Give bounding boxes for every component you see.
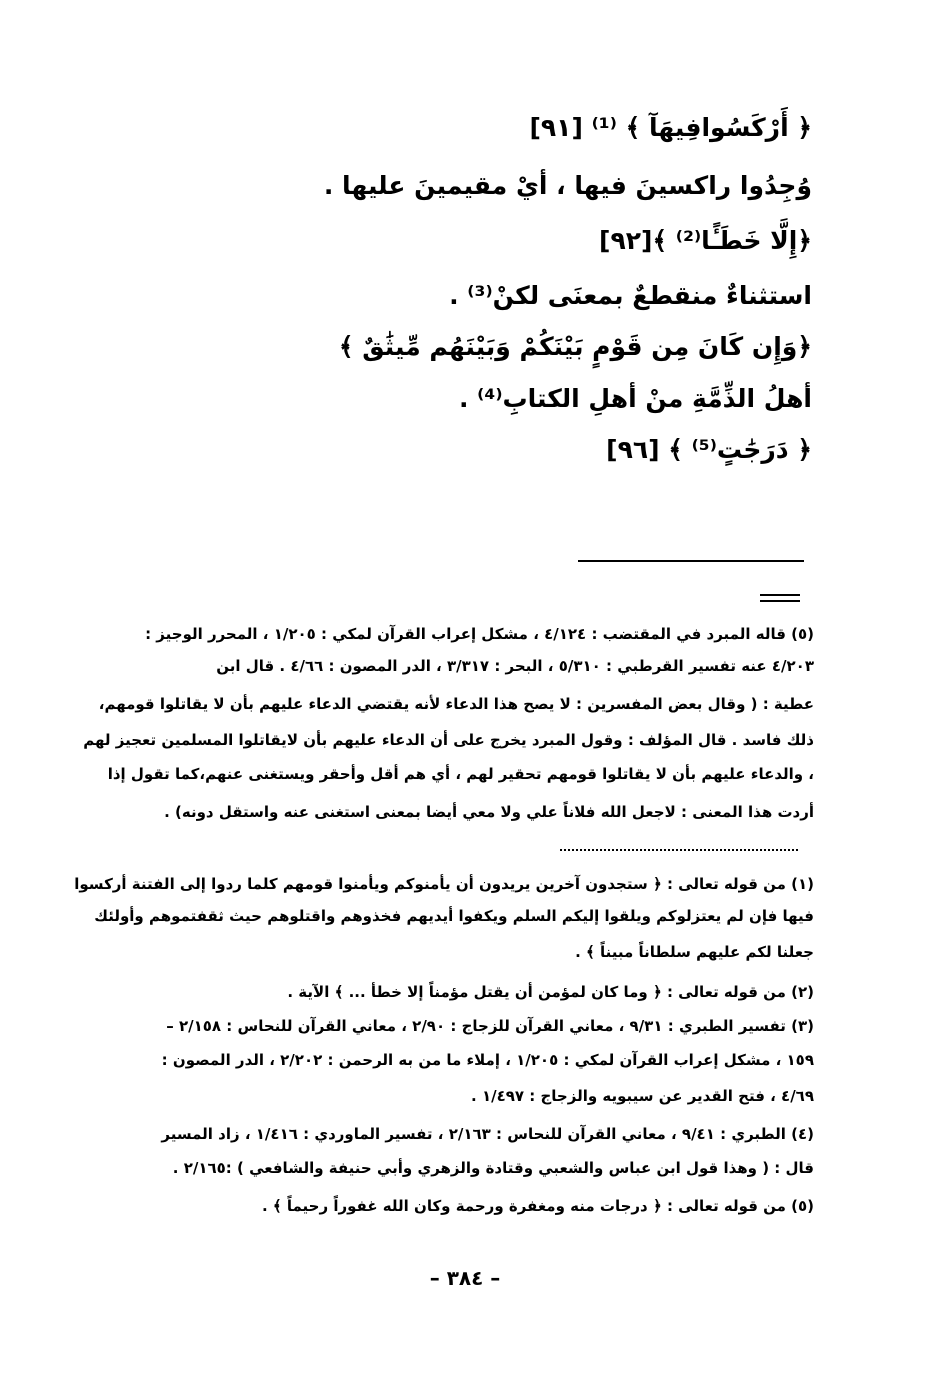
footnote-2: (٢) من قوله تعالى : ﴿ وما كان لمؤمن أن يقتل مؤمناً إلا خطأ ... ﴾ الآية . <box>287 983 814 1001</box>
footnote-3: (٣) تفسير الطبري : ٩/٣١ ، معاني القرآن للزجاج : ٢/٩٠ ، معاني القرآن للنحاس : ٢/١٥٨ – <box>166 1017 814 1035</box>
footnote-3-cont: ٤/٦٩ ، فتح القدير عن سيبويه والزجاج : ١/٤٩٧ . <box>471 1087 814 1105</box>
verse-line-92: ﴿إِلَّا خَطَـًٔا⁽²⁾ ﴾[٩٢] <box>599 226 812 255</box>
continued-footnote-line: ٤/٢٠٣ عنه تفسير القرطبي : ٥/٣١٠ ، البحر : ٣/٣١٧ ، الدر المصون : ٤/٦٦ . قال ابن <box>216 657 814 675</box>
explanation-line-mithaq: أهلُ الذِّمَّةِ منْ أهلِ الكتابِ⁽⁴⁾ . <box>458 384 812 413</box>
continuation-mark-top <box>760 594 800 596</box>
footnote-separator <box>578 560 804 562</box>
explanation-line-92: استثناءٌ منقطعٌ بمعنَى لكنْ⁽³⁾ . <box>449 281 812 310</box>
footnote-4: (٤) الطبري : ٩/٤١ ، معاني القرآن للنحاس : ٢/١٦٣ ، تفسير الماوردي : ١/٤١٦ ، زاد المسير <box>161 1125 814 1143</box>
continued-footnote-line: ذلك فاسد . قال المؤلف : وقول المبرد يخرج على أن الدعاء عليهم بأن لايقاتلوا المسلمين تعجيز لهم <box>83 731 814 749</box>
dotted-separator <box>560 849 798 851</box>
explanation-line-91: وُجِدُوا راكسينَ فيها ، أيْ مقيمينَ عليها . <box>323 171 812 200</box>
footnote-1-cont: فيها فإن لم يعتزلوكم ويلقوا إليكم السلم ويكفوا أيديهم فخذوهم واقتلوهم حيث ثقفتموهم وأولئك <box>94 907 814 925</box>
continued-footnote-line: ، والدعاء عليهم بأن لا يقاتلوا قومهم تحقير لهم ، أي هم أقل وأحقر ويستغنى عنهم،كما تقول إذا <box>107 765 814 783</box>
continued-footnote-line: عطية : ( وقال بعض المفسرين : لا يصح هذا الدعاء لأنه يقتضي الدعاء عليهم بأن لا يقاتلوا قومهم، <box>98 695 814 713</box>
continuation-mark-bottom <box>760 600 800 602</box>
footnote-3-cont: ١٥٩ ، مشكل إعراب القرآن لمكي : ١/٢٠٥ ، إملاء ما من به الرحمن : ٢/٢٠٢ ، الدر المصون : <box>161 1051 814 1069</box>
verse-line-mithaq: ﴿وَإِن كَانَ مِن قَوْمٍ بَيْنَكُمْ وَبَيْنَهُم مِّيثَٰقٌ ﴾ <box>338 332 812 361</box>
footnote-1: (١) من قوله تعالى : ﴿ ستجدون آخرين يريدون أن يأمنوكم ويأمنوا قومهم كلما ردوا إلى الفتنة أركسوا <box>74 875 814 893</box>
footnote-4-cont: قال : ( وهذا قول ابن عباس والشعبي وقتادة والزهري وأبي حنيفة والشافعي ) :٢/١٦٥ . <box>172 1159 814 1177</box>
verse-line-91: ﴿ أَرْكَسُوافِيهَآ ﴾ ⁽¹⁾ [٩١] <box>529 113 812 142</box>
footnote-5: (٥) من قوله تعالى : ﴿ درجات منه ومغفرة ورحمة وكان الله غفوراً رحيماً ﴾ . <box>261 1197 814 1215</box>
verse-line-96: ﴿ دَرَجَٰتٍ⁽⁵⁾ ﴾ [٩٦] <box>606 435 812 464</box>
page-number: – ٣٨٤ – <box>429 1266 501 1290</box>
footnote-1-cont: جعلنا لكم عليهم سلطاناً مبيناً ﴾ . <box>575 943 814 961</box>
continued-footnote-line: أردت هذا المعنى : لاجعل الله فلاناً علي ولا معي أيضا بمعنى استغنى عنه واستقل دونه) . <box>164 803 814 821</box>
continued-footnote-line: (٥) قاله المبرد في المقتضب : ٤/١٢٤ ، مشكل إعراب القرآن لمكي : ١/٢٠٥ ، المحرر الوجيز : <box>145 625 814 643</box>
